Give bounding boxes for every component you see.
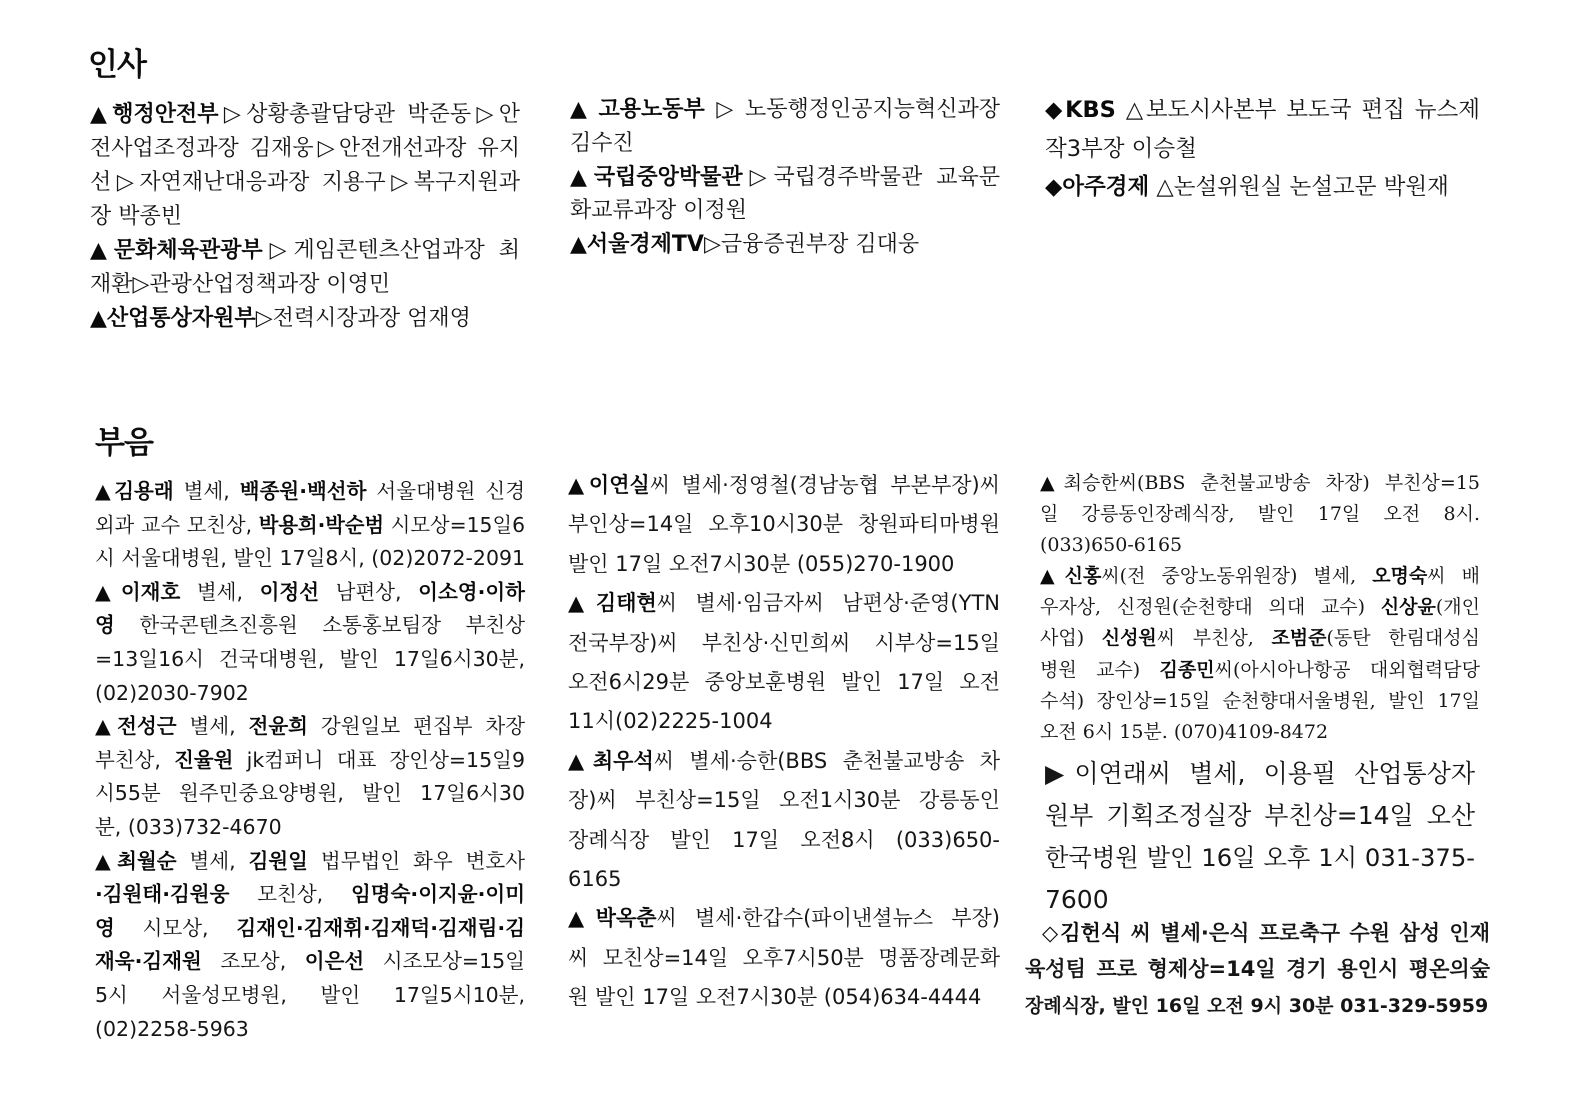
- obituary-column-2: [568, 466, 1000, 1018]
- highlighted-text: 이정선: [259, 579, 320, 604]
- highlighted-text: ◆KBS: [1045, 97, 1116, 123]
- text-line: [1040, 561, 1480, 592]
- highlighted-text: ▲문화체육관광부: [90, 238, 263, 263]
- body-text: 한국병원 발인 16일 오후 1시 031-375-: [1045, 842, 1475, 872]
- personnel-column-3: [1045, 91, 1480, 207]
- obituary-column-3: [1025, 468, 1490, 1024]
- highlighted-text: 김원일: [248, 848, 308, 873]
- obituary-entry: [95, 475, 525, 576]
- highlighted-text: 임명숙·이지윤·이미: [351, 882, 525, 907]
- body-text: △보도시사본부 보도국 편집 뉴스제: [1115, 97, 1481, 123]
- text-line: [1045, 130, 1480, 169]
- body-text: 장례식장 발인 17일 오전8시 (033)650-: [568, 827, 1000, 852]
- highlighted-text: ·김원태·김원웅: [95, 882, 230, 907]
- text-line: [1045, 91, 1480, 130]
- body-text: 씨 별세·승한(BBS 춘천불교방송 차: [653, 748, 1000, 773]
- text-line: [1025, 951, 1490, 988]
- text-line: [1045, 168, 1480, 207]
- body-text: jk컴퍼니 대표 장인상=15일9: [233, 747, 525, 772]
- body-text: 씨 모친상=14일 오후7시50분 명품장례문화: [568, 945, 1000, 970]
- highlighted-text: ▲전성근: [95, 714, 177, 739]
- body-text: 원 발인 17일 오전7시30분 (054)634-4444: [568, 985, 982, 1010]
- highlighted-text: ▲이재호: [95, 579, 181, 604]
- highlighted-text: ▲서울경제TV: [570, 232, 704, 257]
- text-line: [1040, 717, 1480, 748]
- body-text: 별세,: [176, 714, 249, 739]
- body-text: ▶이연래씨 별세, 이용필 산업통상자: [1045, 758, 1475, 788]
- body-text: (02)2258-5963: [95, 1016, 249, 1041]
- obituary-entry: [568, 742, 1000, 900]
- body-text: 별세,: [180, 579, 260, 604]
- text-line: [1040, 686, 1480, 717]
- body-text: 남편상,: [319, 579, 419, 604]
- text-line: [568, 663, 1000, 702]
- text-line: [570, 194, 1000, 228]
- text-line: [568, 821, 1000, 860]
- text-line: [95, 609, 525, 643]
- highlighted-text: 이소영·이하: [418, 579, 525, 604]
- personnel-entry: [90, 98, 520, 234]
- highlighted-text: 박용희·박순범: [258, 512, 385, 537]
- body-text: 최승한씨(BBS 춘천불교방송 차장) 부친상=15: [1063, 472, 1480, 494]
- body-text: 시 서울대병원, 발인 17일8시, (02)2072-2091: [95, 546, 526, 571]
- highlighted-text: 신상윤: [1380, 596, 1436, 619]
- text-line: [570, 93, 1000, 127]
- text-line: [95, 576, 525, 610]
- body-text: 분, (033)732-4670: [95, 814, 282, 839]
- text-line: [568, 781, 1000, 820]
- body-text: 시55분 원주민중요양병원, 발인 17일6시30: [95, 781, 525, 806]
- body-text: 전국부장)씨 부친상·신민희씨 시부상=15일: [568, 630, 1000, 655]
- body-text: 부인상=14일 오후10시30분 창원파티마병원: [568, 512, 1000, 537]
- highlighted-text: ▲최우석: [568, 748, 654, 773]
- body-text: 조모상,: [201, 949, 305, 974]
- highlighted-text: 영: [95, 915, 115, 940]
- obituary-entry: [568, 466, 1000, 584]
- body-text: 씨 별세·임금자씨 남편상·준영(YTN: [656, 591, 1000, 616]
- text-line: [1040, 468, 1480, 499]
- text-line: [1025, 915, 1490, 952]
- text-line: [90, 268, 520, 302]
- body-text: 발인 17일 오전7시30분 (055)270-1900: [568, 551, 955, 576]
- text-line: [570, 161, 1000, 195]
- body-text: 11시(02)2225-1004: [568, 709, 773, 734]
- text-line: [1045, 795, 1475, 837]
- text-line: [568, 584, 1000, 623]
- text-line: [1040, 623, 1480, 654]
- body-text: 수석) 장인상=15일 순천향대서울병원, 발인 17일: [1040, 689, 1480, 712]
- body-text: ▷국립경주박물관 교육문: [742, 164, 1000, 190]
- body-text: 6165: [568, 867, 622, 892]
- highlighted-text: ▲김태현: [568, 591, 657, 616]
- body-text: (02)2030-7902: [95, 680, 249, 705]
- body-text: △논설위원실 논설고문 박원재: [1149, 174, 1449, 200]
- personnel-entry: [570, 161, 1000, 229]
- body-text: 별세,: [173, 479, 240, 503]
- body-text: 육성팀 프로 형제상=14일 경기 용인시 평온의숲: [1025, 957, 1490, 982]
- highlighted-text: ▲신홍: [1040, 565, 1102, 588]
- text-line: [90, 132, 520, 166]
- highlighted-text: 김재인·김재휘·김재덕·김재림·김: [236, 915, 525, 940]
- personnel-entry: [90, 234, 520, 302]
- text-line: [1040, 499, 1480, 530]
- body-text: =13일16시 건국대병원, 발인 17일6시30분,: [95, 646, 525, 671]
- highlighted-text: 오명숙: [1372, 565, 1428, 588]
- text-line: [568, 939, 1000, 978]
- highlighted-text: ▲고용노동부: [570, 97, 705, 122]
- body-text: 오전 6시 15분. (070)4109-8472: [1040, 720, 1329, 743]
- body-text: 장례식장, 발인 16일 오전 9시 30분 031-329-5959: [1025, 994, 1489, 1017]
- personnel-column-1: [90, 98, 520, 336]
- text-line: [95, 710, 525, 744]
- body-text: 씨 별세·은식 프로축구 수원 삼성 인재: [1121, 920, 1490, 945]
- obituary-entry: [1040, 468, 1480, 561]
- obituary-entry: [1040, 561, 1480, 748]
- obituary-entry: [95, 710, 525, 844]
- text-line: [95, 845, 525, 879]
- text-line: [1040, 592, 1480, 623]
- personnel-entry: [1045, 168, 1480, 207]
- body-text: ▷전력시장과장 엄재영: [255, 306, 471, 331]
- highlighted-text: 이은선: [304, 949, 365, 974]
- text-line: [568, 978, 1000, 1017]
- highlighted-text: ▲국립중앙박물관: [570, 164, 743, 190]
- text-line: [90, 166, 520, 200]
- highlighted-text: ◆아주경제: [1045, 174, 1150, 200]
- text-line: [95, 979, 525, 1013]
- body-text: 모친상,: [229, 882, 351, 907]
- body-text: ▷금융증권부장 김대웅: [703, 232, 920, 257]
- text-line: [95, 912, 525, 946]
- body-text: 병원 교수): [1040, 658, 1160, 681]
- body-text: 별세,: [176, 848, 249, 873]
- body-text: 시모상=15일6: [384, 512, 525, 537]
- text-line: [568, 505, 1000, 544]
- text-line: [570, 127, 1000, 161]
- body-text: 씨(전 중앙노동위원장) 별세,: [1101, 565, 1373, 588]
- text-line: [568, 466, 1000, 505]
- body-text: 시조모상=15일: [364, 949, 525, 974]
- body-text: 씨 부친상,: [1156, 627, 1272, 650]
- text-line: [95, 945, 525, 979]
- text-line: [1045, 753, 1475, 795]
- highlighted-text: 백종원·백선하: [239, 479, 367, 503]
- highlighted-text: 재욱·김재원: [95, 949, 202, 974]
- highlighted-text: ▲최월순: [95, 848, 177, 873]
- body-text: 부친상,: [95, 747, 175, 772]
- text-line: [1025, 988, 1490, 1025]
- text-line: [95, 643, 525, 677]
- highlighted-text: 전윤희: [248, 714, 308, 739]
- highlighted-text: 진율원: [174, 747, 234, 772]
- body-text: 7600: [1045, 884, 1109, 914]
- personnel-entry: [1045, 91, 1480, 168]
- text-line: [568, 860, 1000, 899]
- personnel-entry: [90, 302, 520, 336]
- body-text: 서울대병원 신경: [366, 479, 526, 503]
- obituary-section-heading: 부음: [95, 425, 153, 461]
- personnel-section-heading: 인사: [88, 47, 146, 83]
- personnel-entry: [570, 93, 1000, 161]
- body-text: 시모상,: [114, 915, 237, 940]
- text-line: [568, 742, 1000, 781]
- body-text: 장)씨 부친상=15일 오전1시30분 강릉동인: [568, 788, 1000, 813]
- text-line: [1040, 530, 1480, 561]
- highlighted-text: 신성원: [1101, 627, 1157, 650]
- body-text: 법무법인 화우 변호사: [308, 848, 526, 873]
- highlighted-text: ▲김용래: [95, 479, 174, 503]
- highlighted-text: 김종민: [1159, 658, 1215, 681]
- personnel-column-2: [570, 93, 1000, 262]
- body-text: ▷상황총괄담당관 박준동▷안: [218, 102, 520, 127]
- text-line: [90, 200, 520, 234]
- body-text: 씨 별세·정영철(경남농협 부본부장)씨: [649, 473, 1001, 497]
- obituary-entry: [95, 845, 525, 1047]
- text-line: [90, 234, 520, 268]
- body-text: (개인: [1435, 596, 1480, 619]
- text-line: [90, 98, 520, 132]
- text-line: [95, 677, 525, 711]
- text-line: [568, 899, 1000, 938]
- text-line: [568, 624, 1000, 663]
- body-text: 일 강릉동인장례식장, 발인 17일 오전 8시.: [1040, 503, 1480, 526]
- body-text: 김수진: [570, 130, 634, 156]
- text-line: [570, 228, 1000, 262]
- highlighted-text: ▲행정안전부: [90, 102, 219, 127]
- body-text: 작3부장 이승철: [1045, 135, 1197, 162]
- text-line: [95, 878, 525, 912]
- highlighted-text: ▲: [1040, 472, 1064, 494]
- text-line: [1045, 837, 1475, 879]
- body-text: 강원일보 편집부 차장: [308, 714, 526, 739]
- obituary-entry: [568, 899, 1000, 1017]
- highlighted-text: 영: [95, 613, 115, 638]
- text-line: [95, 777, 525, 811]
- text-line: [1040, 655, 1480, 686]
- body-text: 선▷자연재난대응과장 지용구▷복구지원과: [90, 170, 520, 195]
- body-text: 5시 서울성모병원, 발인 17일5시10분,: [95, 982, 525, 1007]
- highlighted-text: ▲박옥춘: [568, 906, 657, 931]
- obituary-entry: [568, 584, 1000, 742]
- body-text: (033)650-6165: [1040, 534, 1183, 557]
- text-line: [95, 811, 525, 845]
- obituary-entry: [1045, 753, 1475, 921]
- text-line: [95, 542, 525, 576]
- body-text: 씨 배: [1427, 565, 1480, 588]
- body-text: 외과 교수 모친상,: [95, 512, 259, 537]
- body-text: 장 박종빈: [90, 204, 183, 229]
- text-line: [568, 702, 1000, 741]
- body-text: 한국콘텐츠진흥원 소통홍보팀장 부친상: [114, 613, 525, 638]
- highlighted-text: ▲이연실: [568, 473, 650, 497]
- text-line: [95, 1013, 525, 1047]
- body-text: 사업): [1040, 627, 1102, 650]
- body-text: (동탄 한림대성심: [1326, 627, 1480, 650]
- text-line: [95, 475, 525, 509]
- text-line: [568, 545, 1000, 584]
- body-text: 원부 기획조정실장 부친상=14일 오산: [1045, 800, 1475, 830]
- highlighted-text: 조범준: [1271, 627, 1327, 650]
- obituary-column-1: [95, 475, 525, 1046]
- text-line: [90, 302, 520, 336]
- obituary-entry: [95, 576, 525, 710]
- body-text: 씨(아시아나항공 대외협력담당: [1214, 658, 1480, 681]
- body-text: 우자상, 신정원(순천향대 의대 교수): [1040, 596, 1381, 619]
- body-text: 재환▷관광산업정책과장 이영민: [90, 272, 391, 297]
- body-text: 오전6시29분 중앙보훈병원 발인 17일 오전: [568, 670, 1000, 695]
- body-text: ▷게임콘텐츠산업과장 최: [262, 238, 520, 263]
- obituary-entry: [1025, 915, 1490, 1025]
- text-line: [95, 744, 525, 778]
- personnel-entry: [570, 228, 1000, 262]
- body-text: ▷노동행정인공지능혁신과장: [704, 97, 1000, 122]
- body-text: 씨 별세·한갑수(파이낸셜뉴스 부장): [656, 906, 1000, 931]
- body-text: 전사업조정과장 김재웅▷안전개선과장 유지: [90, 136, 520, 161]
- text-line: [95, 509, 525, 543]
- highlighted-text: ◇김헌식: [1042, 920, 1122, 945]
- highlighted-text: ▲산업통상자원부: [90, 306, 256, 331]
- body-text: 화교류과장 이정원: [570, 198, 748, 224]
